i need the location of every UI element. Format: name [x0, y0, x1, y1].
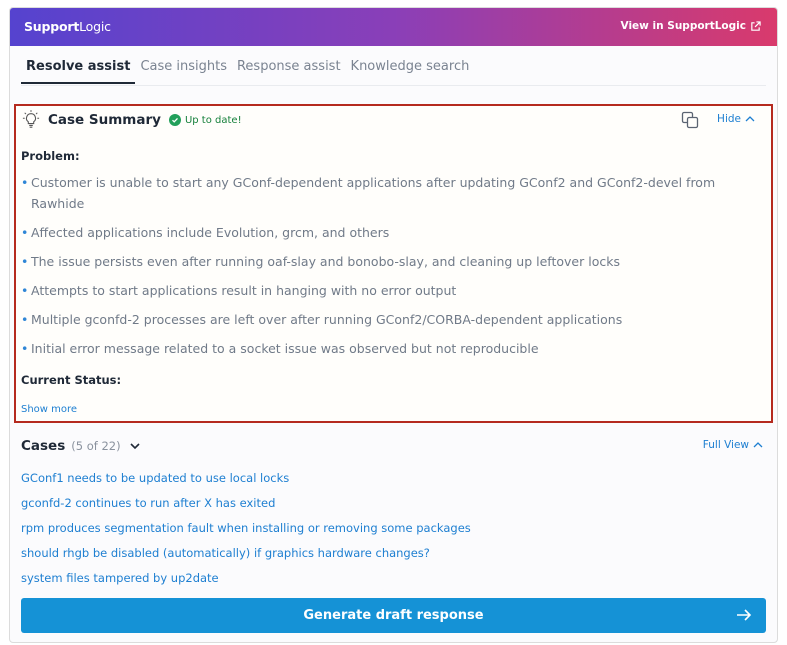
chevron-up-icon [753, 441, 763, 449]
case-summary-header [22, 109, 763, 131]
generate-draft-response-button[interactable]: Generate draft response [21, 598, 766, 633]
external-link-icon [750, 21, 761, 32]
case-link[interactable]: system files tampered by up2date [21, 571, 219, 585]
tab-bar [21, 58, 474, 86]
case-link[interactable]: should rhgb be disabled (automatically) if graphics hardware changes? [21, 546, 430, 560]
problem-item: • Initial error message related to a socket issue was observed but not reproducible [21, 338, 761, 359]
tab-knowledge-search[interactable]: Knowledge search [350, 59, 470, 74]
lightbulb-icon [22, 110, 40, 130]
case-link[interactable]: GConf1 needs to be updated to use local locks [21, 471, 290, 485]
brand-logo: SupportLogic [24, 19, 111, 34]
case-summary-body [21, 149, 761, 367]
tab-case-insights[interactable]: Case insights [140, 59, 227, 74]
problem-item: • Attempts to start applications result in hanging with no error output [21, 280, 761, 301]
supportlogic-panel [9, 7, 778, 643]
tabs-divider [21, 85, 766, 86]
current-status-label: Current Status: [21, 373, 122, 387]
show-more-link[interactable]: Show more [21, 404, 78, 415]
chevron-down-icon[interactable] [129, 440, 141, 452]
problem-item: • Multiple gconfd-2 processes are left over after running GConf2/CORBA-dependent applications [21, 309, 761, 330]
problem-list [21, 172, 761, 359]
tab-resolve-assist[interactable]: Resolve assist [21, 58, 135, 84]
problem-item: • Customer is unable to start any GConf-dependent applications after updating GConf2 and GConf2-devel from Rawhide [21, 172, 761, 214]
problem-label: Problem: [21, 149, 80, 163]
app-header [10, 8, 777, 46]
full-view-button[interactable]: Full View [703, 439, 763, 451]
copy-icon[interactable] [681, 111, 699, 129]
view-in-supportlogic-link[interactable]: View in SupportLogic [621, 20, 761, 32]
case-link[interactable]: gconfd-2 continues to run after X has exited [21, 496, 276, 510]
hide-summary-button[interactable]: Hide [717, 113, 755, 125]
problem-item: • Affected applications include Evolution, grcm, and others [21, 222, 761, 243]
cases-title: Cases [21, 438, 66, 454]
status-badge: Up to date! [169, 114, 242, 126]
check-circle-icon [169, 114, 181, 126]
tab-response-assist[interactable]: Response assist [236, 59, 341, 74]
arrow-right-icon [736, 608, 752, 622]
problem-item: • The issue persists even after running oaf-slay and bonobo-slay, and cleaning up leftover locks [21, 251, 761, 272]
case-link[interactable]: rpm produces segmentation fault when installing or removing some packages [21, 521, 471, 535]
chevron-up-icon [745, 115, 755, 123]
case-list [21, 471, 471, 596]
case-summary-card [14, 104, 773, 423]
cases-count: (5 of 22) [71, 439, 121, 453]
case-summary-title: Case Summary [48, 112, 161, 128]
cases-header [21, 436, 765, 456]
